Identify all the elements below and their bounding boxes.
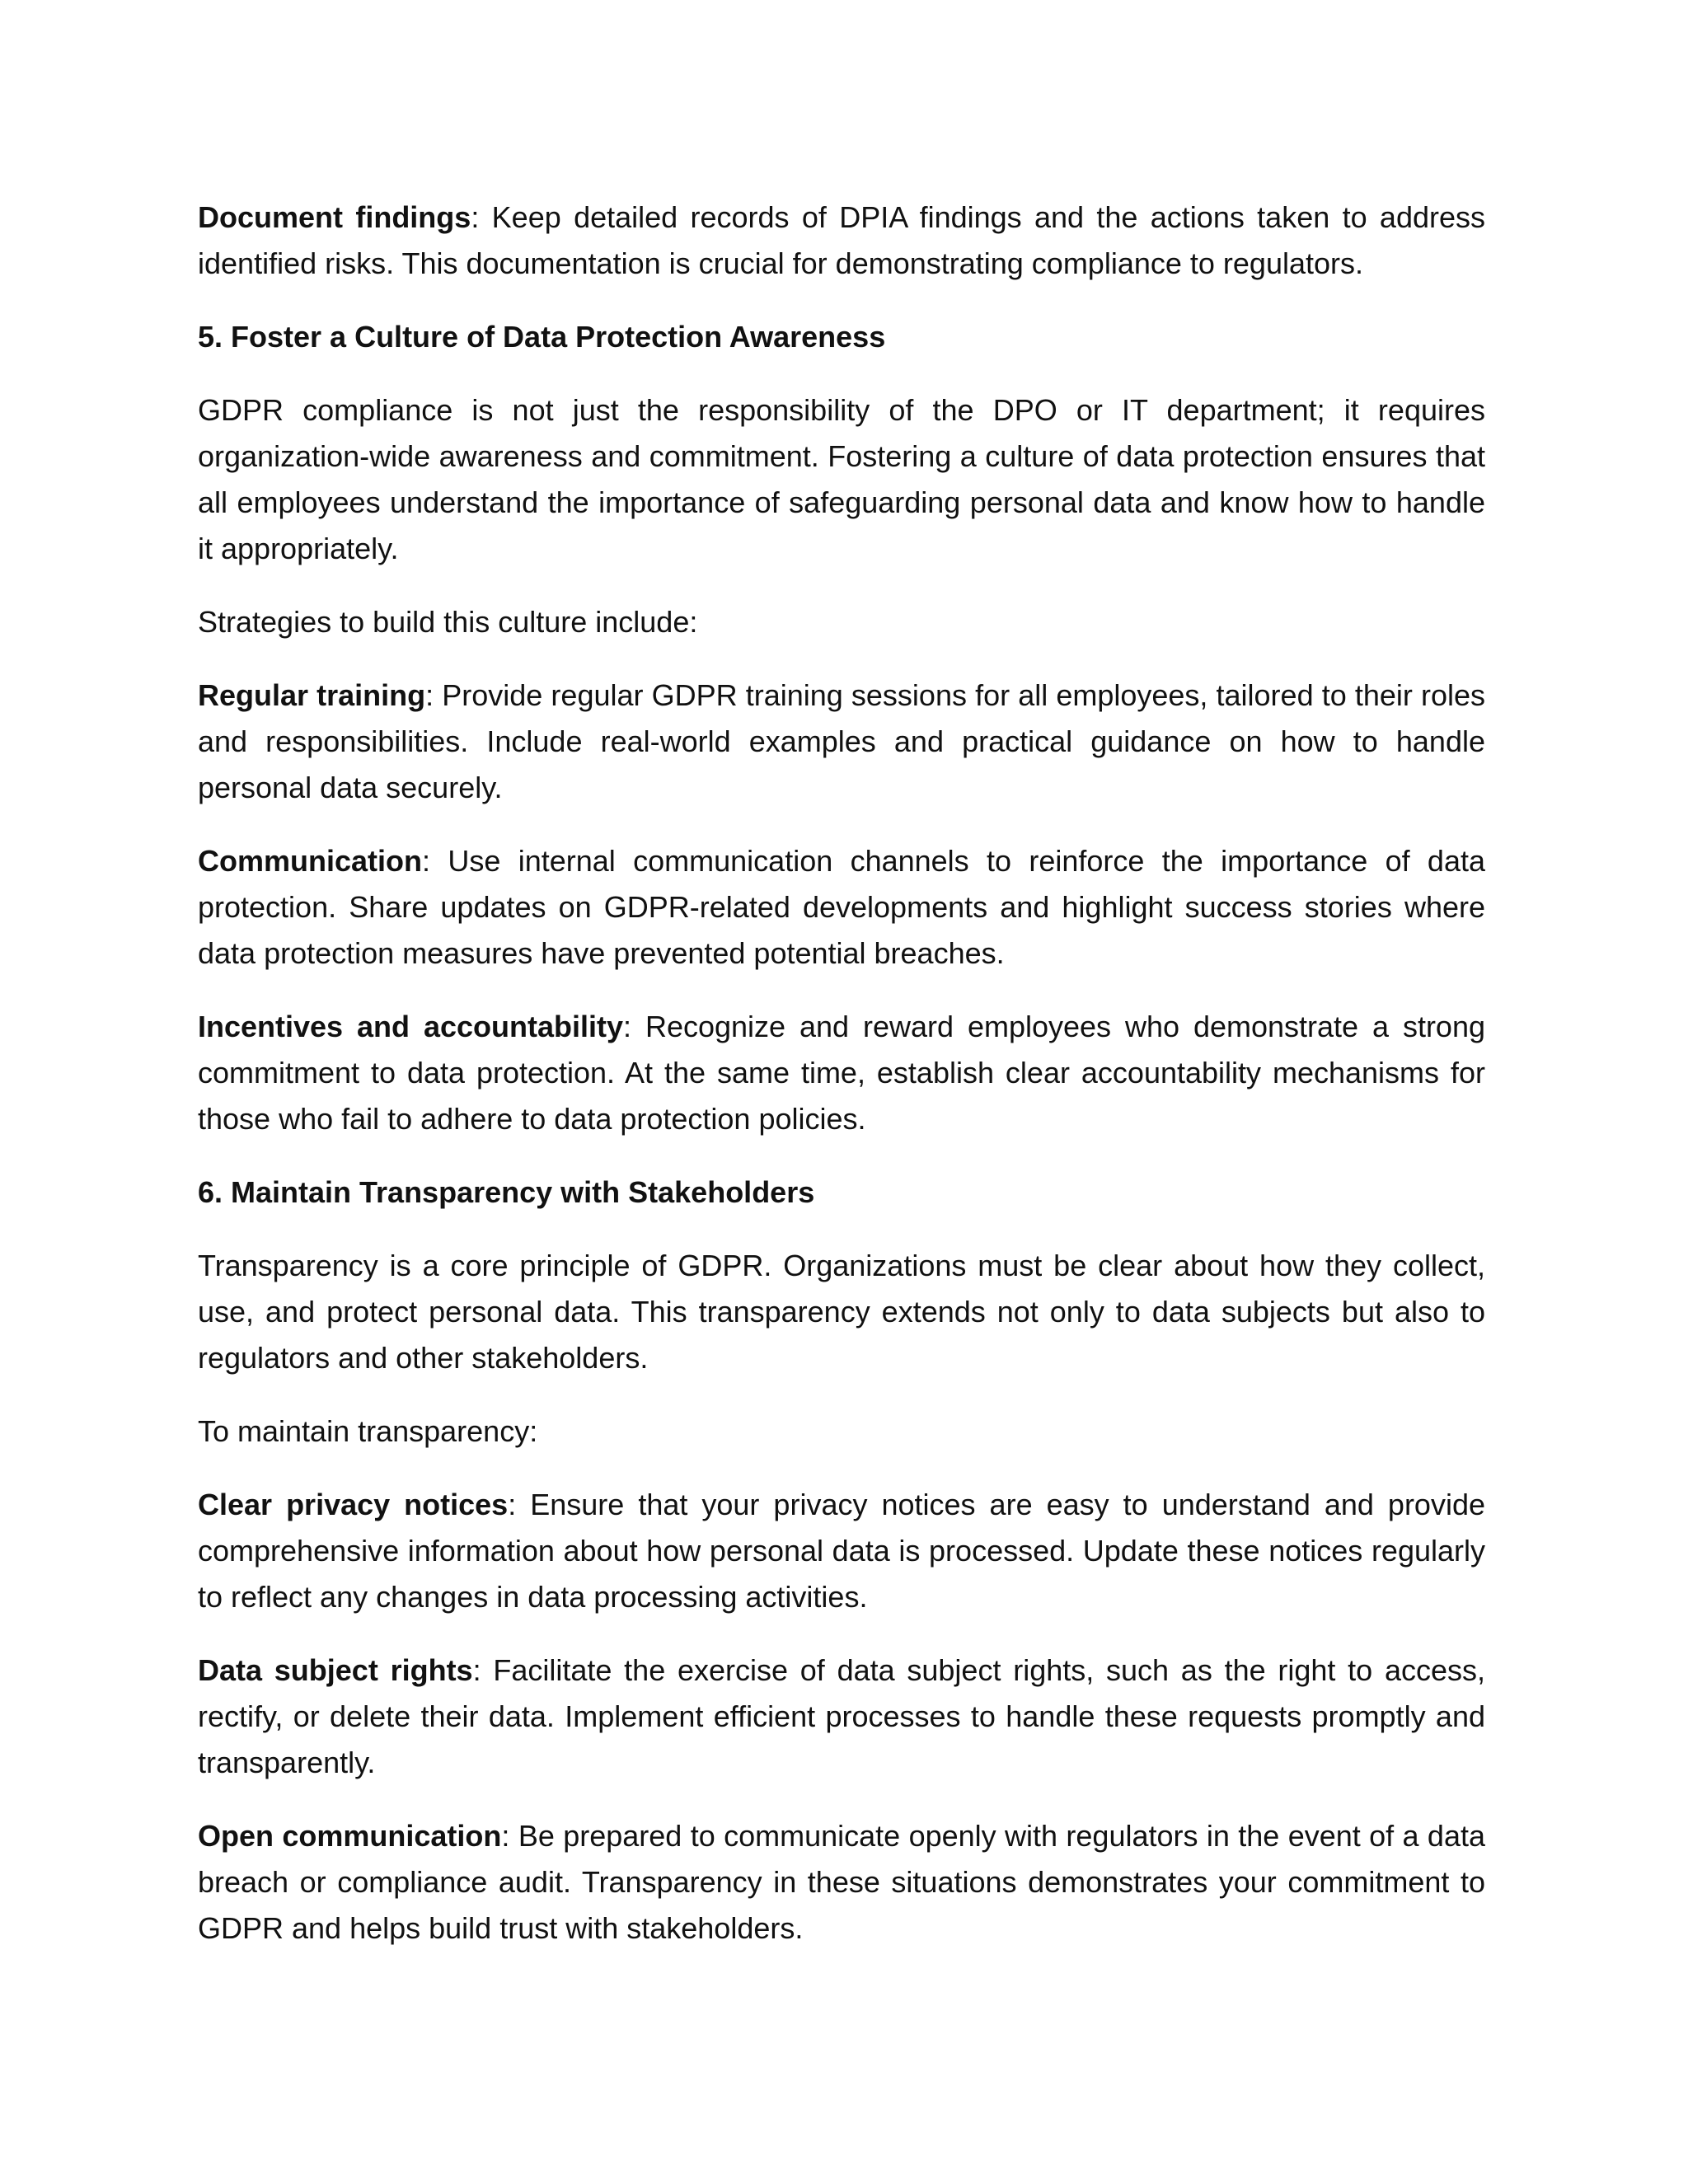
paragraph-text: Facilitate the exercise of data subject rights, such as the right to access, rectify, or delete their data. Implement efficient processes to handle these requests promptly and transparently.	[198, 1653, 1485, 1779]
paragraph-strategies-intro: Strategies to build this culture include:	[198, 605, 698, 639]
term-communication: Communication	[198, 844, 423, 878]
paragraph-gdpr-compliance: GDPR compliance is not just the responsibility of the DPO or IT department; it requires organization-wide awareness and commitment. Fostering a culture of data protection ensures that all employees understand the importance of safeguarding personal data and know how to handle it appropriately.	[198, 393, 1485, 565]
term-incentives-accountability: Incentives and accountability	[198, 1010, 623, 1043]
term-separator: :	[508, 1488, 517, 1521]
paragraph-document-findings	[198, 194, 1485, 287]
term-separator: :	[472, 1653, 481, 1687]
term-separator: :	[623, 1010, 632, 1043]
section-heading-5: 5. Foster a Culture of Data Protection Awareness	[198, 320, 886, 354]
term-data-subject-rights: Data subject rights	[198, 1653, 473, 1687]
term-open-communication: Open communication	[198, 1819, 502, 1853]
term-document-findings: Document findings	[198, 200, 471, 234]
term-separator: :	[471, 200, 480, 234]
term-separator: :	[501, 1819, 510, 1853]
paragraph-regular-training	[198, 673, 1485, 811]
term-regular-training: Regular training	[198, 678, 426, 712]
paragraph-text: Recognize and reward employees who demonstrate a strong commitment to data protection. At the same time, establish clear accountability mechanisms for those who fail to adhere to data protection policies.	[198, 1010, 1485, 1136]
paragraph-maintain-transparency-intro: To maintain transparency:	[198, 1414, 538, 1448]
term-separator: :	[425, 678, 434, 712]
term-clear-privacy-notices: Clear privacy notices	[198, 1488, 509, 1521]
paragraph-text: Use internal communication channels to reinforce the importance of data protection. Share updates on GDPR-related developments and highlight success stories where data protection measures have prevented potential breaches.	[198, 844, 1485, 970]
paragraph-text: Provide regular GDPR training sessions for all employees, tailored to their roles and responsibilities. Include real-world examples and practical guidance on how to handle personal data securely.	[198, 678, 1485, 804]
section-heading-6: 6. Maintain Transparency with Stakeholders	[198, 1175, 815, 1209]
term-separator: :	[422, 844, 431, 878]
paragraph-communication	[198, 838, 1485, 977]
paragraph-incentives-accountability	[198, 1004, 1485, 1142]
paragraph-text: Keep detailed records of DPIA findings and the actions taken to address identified risks. This documentation is crucial for demonstrating compliance to regulators.	[198, 200, 1485, 280]
paragraph-clear-privacy-notices	[198, 1482, 1485, 1620]
paragraph-transparency-principle: Transparency is a core principle of GDPR. Organizations must be clear about how they collect, use, and protect personal data. This transparency extends not only to data subjects but also to regulators and other stakeholders.	[198, 1249, 1485, 1375]
paragraph-data-subject-rights	[198, 1647, 1485, 1786]
paragraph-text: Be prepared to communicate openly with regulators in the event of a data breach or compliance audit. Transparency in these situations demonstrates your commitment to GDPR and helps build trust with stakeholders.	[198, 1819, 1485, 1945]
document-body	[198, 194, 1485, 1952]
paragraph-text: Ensure that your privacy notices are easy to understand and provide comprehensive information about how personal data is processed. Update these notices regularly to reflect any changes in data processing activities.	[198, 1488, 1485, 1614]
paragraph-open-communication	[198, 1813, 1485, 1952]
